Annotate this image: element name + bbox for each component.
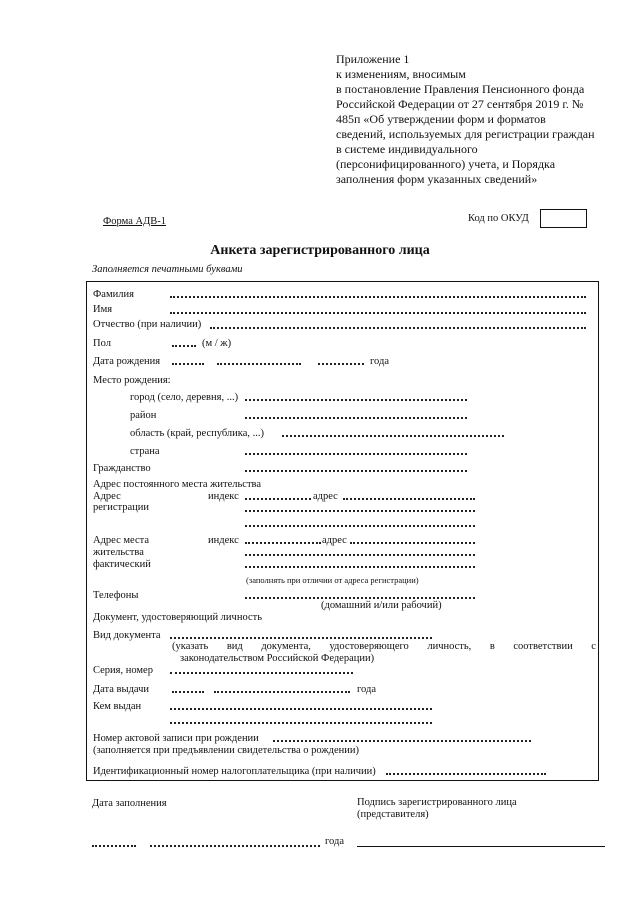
phones-hint: (домашний и/или рабочий) — [321, 600, 442, 611]
phones-label: Телефоны — [93, 590, 139, 601]
birth-date-label: Дата рождения — [93, 356, 161, 367]
fill-note: Заполняется печатными буквами — [92, 264, 243, 275]
doc-type-hint-word: с — [591, 641, 596, 652]
birth-record-label: Номер актовой записи при рождении — [93, 733, 259, 744]
actual-address-note: (заполнять при отличии от адреса регистрации) — [246, 575, 419, 585]
issue-month-year-field[interactable] — [214, 691, 350, 693]
reg-address-label-2: регистрации — [93, 502, 149, 513]
id-doc-label: Документ, удостоверяющий личность — [93, 612, 262, 623]
sex-field[interactable] — [172, 345, 196, 347]
actual-address-label-3: фактический — [93, 559, 151, 570]
actual-index-label: индекс — [208, 535, 239, 546]
reg-address-field-2[interactable] — [245, 510, 475, 512]
actual-index-field[interactable] — [245, 542, 321, 544]
citizenship-label: Гражданство — [93, 463, 151, 474]
reg-address-word: адрес — [313, 491, 338, 502]
actual-address-field-1[interactable] — [350, 542, 475, 544]
country-label: страна — [130, 446, 160, 457]
doc-type-hint — [172, 641, 596, 653]
reg-address-field-1[interactable] — [343, 498, 475, 500]
address-header: Адрес постоянного места жительства — [93, 479, 262, 490]
citizenship-field[interactable] — [245, 470, 467, 472]
birth-month-field[interactable] — [217, 363, 301, 365]
actual-address-field-3[interactable] — [245, 566, 475, 568]
doc-type-hint-word: вид — [226, 641, 243, 652]
reg-index-label: индекс — [208, 491, 239, 502]
actual-address-label-1: Адрес места — [93, 535, 149, 546]
signature-label: Подпись зарегистрированного лица — [357, 797, 517, 808]
issue-date-label: Дата выдачи — [93, 684, 150, 695]
issued-by-field-1[interactable] — [170, 708, 432, 710]
issue-day-field[interactable] — [172, 691, 204, 693]
phones-field[interactable] — [245, 597, 475, 599]
name-field[interactable] — [170, 312, 586, 314]
patronymic-field[interactable] — [210, 327, 586, 329]
city-label: город (село, деревня, ...) — [130, 392, 239, 403]
doc-type-label: Вид документа — [93, 630, 161, 641]
doc-type-hint-word: (указать — [172, 641, 209, 652]
doc-type-hint-word: удостоверяющего — [329, 641, 409, 652]
form-code: Форма АДВ-1 — [103, 216, 166, 227]
sex-hint: (м / ж) — [202, 338, 232, 349]
appendix-text: Приложение 1 к изменениям, вносимым в постановление Правления Пенсионного фонда Российской Федерации от 27 сентября 2019 г. № 485п «Об утверждении форм и форматов сведений, используемых для регистрации граждан в системе индивидуального (персонифицированного) учета, и Порядка заполнения форм указанных сведений» — [336, 52, 595, 186]
reg-address-label-1: Адрес — [93, 491, 121, 502]
fill-day-field[interactable] — [92, 845, 136, 847]
city-field[interactable] — [245, 399, 467, 401]
birth-record-field[interactable] — [273, 740, 531, 742]
sex-label: Пол — [93, 338, 111, 349]
series-number-label: Серия, номер — [93, 665, 153, 676]
name-label: Имя — [93, 304, 113, 315]
region-field[interactable] — [282, 435, 504, 437]
district-field[interactable] — [245, 417, 467, 419]
doc-type-field[interactable] — [170, 637, 432, 639]
fill-year-word: года — [325, 836, 344, 847]
district-label: район — [130, 410, 157, 421]
representative-label: (представителя) — [357, 809, 429, 820]
actual-address-field-2[interactable] — [245, 554, 475, 556]
doc-type-hint-word: личность, — [427, 641, 472, 652]
patronymic-label: Отчество (при наличии) — [93, 319, 202, 330]
birth-year-field[interactable] — [318, 363, 364, 365]
birth-record-hint: (заполняется при предъявлении свидетельства о рождении) — [93, 745, 359, 756]
actual-address-label-2: жительства — [93, 547, 144, 558]
fill-month-year-field[interactable] — [150, 845, 320, 847]
region-label: область (край, республика, ...) — [130, 428, 264, 439]
doc-type-hint-word: соответствии — [513, 641, 573, 652]
page-title: Анкета зарегистрированного лица — [210, 243, 430, 258]
country-field[interactable] — [245, 453, 467, 455]
reg-address-field-3[interactable] — [245, 525, 475, 527]
surname-label: Фамилия — [93, 289, 134, 300]
issued-by-field-2[interactable] — [170, 722, 432, 724]
reg-index-field[interactable] — [245, 498, 311, 500]
okud-label: Код по ОКУД — [468, 213, 529, 224]
birth-day-field[interactable] — [172, 363, 204, 365]
issue-year-word: года — [357, 684, 376, 695]
inn-field[interactable] — [386, 773, 546, 775]
issued-by-label: Кем выдан — [93, 701, 142, 712]
form-frame — [86, 281, 599, 781]
doc-type-hint-2: законодательством Российской Федерации) — [180, 653, 375, 664]
signature-line[interactable] — [357, 846, 605, 847]
doc-type-hint-word: документа, — [261, 641, 311, 652]
series-number-field[interactable] — [170, 672, 353, 674]
birth-place-label: Место рождения: — [93, 375, 171, 386]
birth-year-word: года — [370, 356, 389, 367]
doc-type-hint-word: в — [489, 641, 495, 652]
okud-input[interactable] — [540, 209, 587, 228]
inn-label: Идентификационный номер налогоплательщика (при наличии) — [93, 766, 376, 777]
fill-date-label: Дата заполнения — [92, 798, 167, 809]
actual-address-word: адрес — [322, 535, 347, 546]
surname-field[interactable] — [170, 296, 586, 298]
